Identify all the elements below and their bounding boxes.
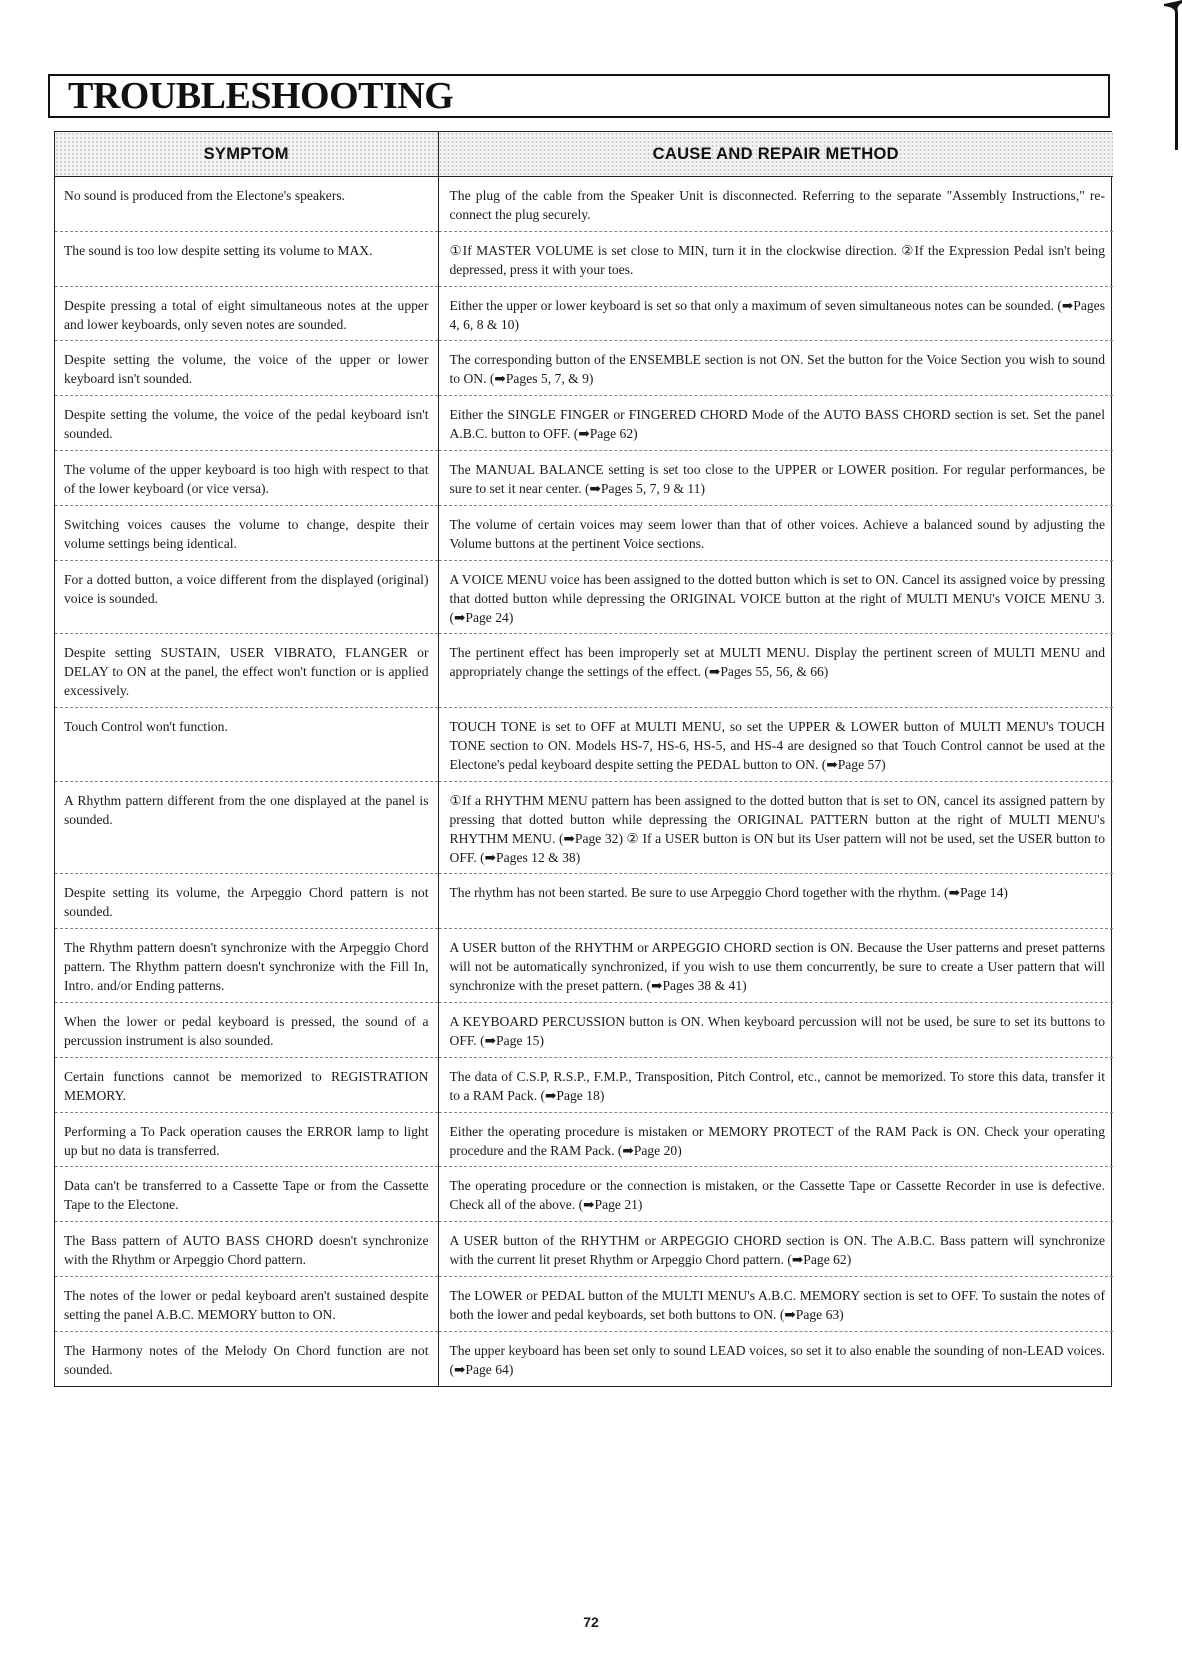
- cause-cell: A VOICE MENU voice has been assigned to the dotted button which is set to ON. Cancel its assigned voice by pressing that dotted button while depressing the ORIGINAL VOICE button at the right of MULTI MENU's VOICE MENU 3. (➡Page 24): [438, 560, 1113, 634]
- symptom-cell: When the lower or pedal keyboard is pressed, the sound of a percussion instrument is also sounded.: [55, 1003, 438, 1058]
- symptom-cell: Touch Control won't function.: [55, 708, 438, 782]
- table-row: [55, 1112, 1113, 1167]
- table-row: [55, 781, 1113, 874]
- cause-cell: The MANUAL BALANCE setting is set too close to the UPPER or LOWER position. For regular performances, be sure to set it near center. (➡Pages 5, 7, 9 & 11): [438, 451, 1113, 506]
- table-row: [55, 1057, 1113, 1112]
- cause-cell: The plug of the cable from the Speaker Unit is disconnected. Referring to the separate "Assembly Instructions," re-connect the plug securely.: [449, 188, 1105, 222]
- cause-cell: TOUCH TONE is set to OFF at MULTI MENU, so set the UPPER & LOWER button of MULTI MENU's TOUCH TONE section to ON. Models HS-7, HS-6, HS-5, and HS-4 are designed so that Touch Control cannot be used at the Electone's pedal keyboard despite setting the PEDAL button to ON. (➡Page 57): [438, 708, 1113, 782]
- table-row: [55, 231, 1113, 286]
- page-edge-mark: [1164, 0, 1182, 150]
- cause-cell: Either the operating procedure is mistaken or MEMORY PROTECT of the RAM Pack is ON. Check your operating procedure and the RAM Pack. (➡Page 20): [438, 1112, 1113, 1167]
- cause-cell: Either the SINGLE FINGER or FINGERED CHORD Mode of the AUTO BASS CHORD section is set. Set the panel A.B.C. button to OFF. (➡Page 62): [438, 396, 1113, 451]
- cause-cell: The operating procedure or the connection is mistaken, or the Cassette Tape or Cassette Recorder in use is defective. Check all of the above. (➡Page 21): [438, 1167, 1113, 1222]
- symptom-cell: Despite pressing a total of eight simultaneous notes at the upper and lower keyboards, only seven notes are sounded.: [55, 286, 438, 341]
- symptom-cell: For a dotted button, a voice different from the displayed (original) voice is sounded.: [55, 560, 438, 634]
- table-row: [55, 286, 1113, 341]
- table-row: [55, 1003, 1113, 1058]
- table-row: [55, 505, 1113, 560]
- symptom-cell: The notes of the lower or pedal keyboard aren't sustained despite setting the panel A.B.C. MEMORY button to ON.: [55, 1277, 438, 1332]
- table-body: [55, 132, 1113, 1386]
- symptom-cell: No sound is produced from the Electone's speakers.: [55, 177, 438, 232]
- cause-cell: The rhythm has not been started. Be sure to use Arpeggio Chord together with the rhythm. (➡Page 14): [438, 874, 1113, 929]
- table-row: [55, 1277, 1113, 1332]
- symptom-cell: The sound is too low despite setting its volume to MAX.: [55, 231, 438, 286]
- symptom-cell: Despite setting the volume, the voice of the upper or lower keyboard isn't sounded.: [55, 341, 438, 396]
- table-row: [55, 874, 1113, 929]
- table-row: [55, 708, 1113, 782]
- symptom-cell: Certain functions cannot be memorized to REGISTRATION MEMORY.: [55, 1057, 438, 1112]
- cause-cell: A KEYBOARD PERCUSSION button is ON. When keyboard percussion will not be used, be sure to set its buttons to OFF. (➡Page 15): [438, 1003, 1113, 1058]
- table-row: [55, 451, 1113, 506]
- cause-cell: ①If a RHYTHM MENU pattern has been assigned to the dotted button that is set to ON, cancel its assigned pattern by pressing that dotted button while depressing the ORIGINAL PATTERN button at the right of MULTI MENU's RHYTHM MENU. (➡Page 32) ② If a USER button is ON but its User pattern will not be used, set the USER button to OFF. (➡Pages 12 & 38): [438, 781, 1113, 874]
- cause-cell: The data of C.S.P, R.S.P., F.M.P., Transposition, Pitch Control, etc., cannot be memorized. To store this data, transfer it to a RAM Pack. (➡Page 18): [438, 1057, 1113, 1112]
- symptom-cell: Performing a To Pack operation causes the ERROR lamp to light up but no data is transferred.: [55, 1112, 438, 1167]
- table-header-row: [55, 132, 1113, 177]
- page-number: 72: [583, 1614, 599, 1630]
- symptom-cell: Despite setting SUSTAIN, USER VIBRATO, FLANGER or DELAY to ON at the panel, the effect won't function or is applied excessively.: [55, 634, 438, 708]
- symptom-cell: The Rhythm pattern doesn't synchronize with the Arpeggio Chord pattern. The Rhythm pattern doesn't synchronize with the Fill In, Intro. and/or Ending patterns.: [55, 929, 438, 1003]
- cause-cell: The corresponding button of the ENSEMBLE section is not ON. Set the button for the Voice Section you wish to sound to ON. (➡Pages 5, 7, & 9): [438, 341, 1113, 396]
- table-row: [55, 396, 1113, 451]
- cause-cell: The volume of certain voices may seem lower than that of other voices. Achieve a balanced sound by adjusting the Volume buttons at the pertinent Voice sections.: [438, 505, 1113, 560]
- symptom-cell: The Harmony notes of the Melody On Chord function are not sounded.: [55, 1331, 438, 1385]
- table-row: [55, 560, 1113, 634]
- cause-cell: ①If MASTER VOLUME is set close to MIN, turn it in the clockwise direction. ②If the Expression Pedal isn't being depressed, press it with your toes.: [438, 231, 1113, 286]
- symptom-cell: The volume of the upper keyboard is too high with respect to that of the lower keyboard (or vice versa).: [55, 451, 438, 506]
- table-row: [55, 634, 1113, 708]
- symptom-cell: Despite setting its volume, the Arpeggio Chord pattern is not sounded.: [55, 874, 438, 929]
- troubleshooting-table: [54, 131, 1112, 1387]
- symptom-cell: Switching voices causes the volume to change, despite their volume settings being identical.: [55, 505, 438, 560]
- symptom-cell: Despite setting the volume, the voice of the pedal keyboard isn't sounded.: [55, 396, 438, 451]
- cause-cell: A USER button of the RHYTHM or ARPEGGIO CHORD section is ON. The A.B.C. Bass pattern will synchronize with the current lit preset Rhythm or Arpeggio Chord pattern. (➡Page 62): [438, 1222, 1113, 1277]
- cause-cell: The pertinent effect has been improperly set at MULTI MENU. Display the pertinent screen of MULTI MENU and appropriately change the settings of the effect. (➡Pages 55, 56, & 66): [438, 634, 1113, 708]
- table-row: [55, 1167, 1113, 1222]
- symptom-cell: Data can't be transferred to a Cassette Tape or from the Cassette Tape to the Electone.: [55, 1167, 438, 1222]
- symptom-header: SYMPTOM: [55, 132, 438, 177]
- page-title: TROUBLESHOOTING: [68, 75, 454, 117]
- table-row: [55, 1331, 1113, 1385]
- cause-cell: A USER button of the RHYTHM or ARPEGGIO CHORD section is ON. Because the User patterns and preset patterns will not be automatically synchronized, if you wish to use them concurrently, be sure to create a User pattern that will synchronize with the preset pattern. (➡Pages 38 & 41): [438, 929, 1113, 1003]
- table-row: [55, 929, 1113, 1003]
- symptom-cell: A Rhythm pattern different from the one displayed at the panel is sounded.: [55, 781, 438, 874]
- symptom-cell: The Bass pattern of AUTO BASS CHORD doesn't synchronize with the Rhythm or Arpeggio Chord pattern.: [55, 1222, 438, 1277]
- cause-cell: The LOWER or PEDAL button of the MULTI MENU's A.B.C. MEMORY section is set to OFF. To sustain the notes of both the lower and pedal keyboards, set both buttons to ON. (➡Page 63): [438, 1277, 1113, 1332]
- cause-cell: The upper keyboard has been set only to sound LEAD voices, so set it to also enable the sounding of non-LEAD voices. (➡Page 64): [438, 1331, 1113, 1385]
- table-row: [55, 341, 1113, 396]
- table-row: [55, 1222, 1113, 1277]
- cause-cell: Either the upper or lower keyboard is set so that only a maximum of seven simultaneous notes can be sounded. (➡Pages 4, 6, 8 & 10): [438, 286, 1113, 341]
- cause-header: CAUSE AND REPAIR METHOD: [438, 132, 1113, 177]
- table-row: [55, 177, 1113, 232]
- title-banner: [48, 74, 1110, 118]
